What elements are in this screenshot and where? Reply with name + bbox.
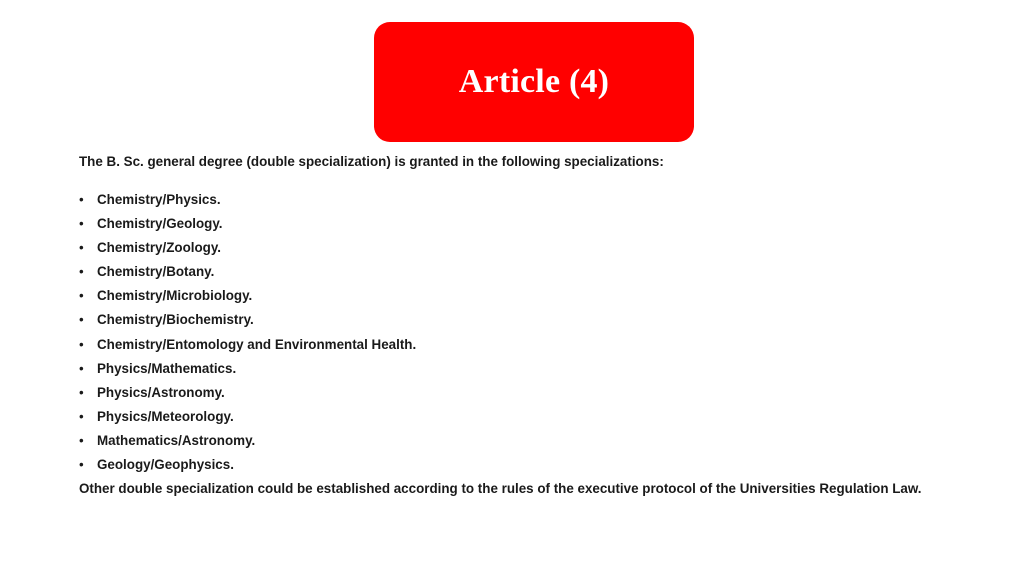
list-item-label: Chemistry/Physics.	[97, 192, 221, 207]
list-item	[79, 408, 416, 432]
bullet-icon: •	[79, 216, 84, 232]
list-item-label: Geology/Geophysics.	[97, 457, 234, 473]
list-item	[79, 191, 416, 215]
list-item	[79, 456, 416, 480]
bullet-icon: •	[79, 432, 84, 448]
bullet-icon: •	[79, 408, 84, 424]
list-item-label: Chemistry/Zoology.	[97, 240, 222, 256]
bullet-icon: •	[79, 312, 84, 328]
bullet-icon: •	[79, 264, 84, 280]
intro-text: The B. Sc. general degree (double specialization) is granted in the following specializations:	[79, 154, 664, 169]
list-item-label: Chemistry/Microbiology.	[97, 288, 253, 304]
list-item	[79, 263, 416, 287]
list-item-label: Physics/Astronomy.	[97, 384, 225, 400]
list-item-label: Physics/Mathematics.	[97, 360, 237, 376]
list-item	[79, 239, 416, 263]
closing-text: Other double specialization could be established according to the rules of the executive protocol of the Universities Regulation Law.	[79, 481, 922, 496]
list-item	[79, 432, 416, 456]
title-box	[374, 22, 694, 142]
bullet-icon: •	[79, 457, 84, 473]
list-item-label: Chemistry/Biochemistry.	[97, 312, 254, 328]
specialization-list	[79, 191, 416, 480]
list-item	[79, 336, 416, 360]
list-item-label: Chemistry/Geology.	[97, 216, 223, 232]
list-item-label: Physics/Meteorology.	[97, 408, 234, 424]
list-item	[79, 287, 416, 311]
list-item-label: Chemistry/Entomology and Environmental Health.	[97, 336, 417, 352]
slide-title: Article (4)	[458, 63, 610, 100]
list-item	[79, 384, 416, 408]
bullet-icon: •	[79, 384, 84, 400]
bullet-icon: •	[79, 336, 84, 352]
list-item	[79, 215, 416, 239]
list-item-label: Chemistry/Botany.	[97, 264, 215, 280]
list-item	[79, 311, 416, 335]
bullet-icon: •	[79, 288, 84, 304]
list-item	[79, 360, 416, 384]
bullet-icon: •	[79, 360, 84, 376]
bullet-icon: •	[79, 192, 84, 207]
list-item-label: Mathematics/Astronomy.	[97, 432, 256, 448]
bullet-icon: •	[79, 240, 84, 256]
